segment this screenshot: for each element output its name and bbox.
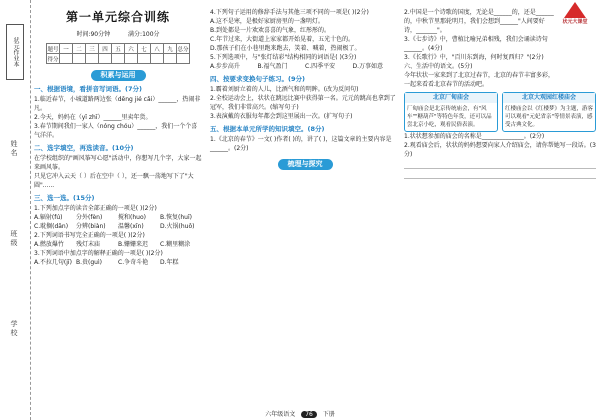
column-2-questions [210,8,400,153]
column-1 [34,0,202,410]
question-text: 今年状状一家来到了北京过春节，北京的春节丰富多彩，一起来看看北京春节的活动吧。 [404,72,555,88]
answer-option[interactable]: B.福气盈门 [257,63,288,70]
question-text: 2.全校运动会上，状状在跳远比赛中获得第一名。元元的跳高也拿到了冠军，我们非常高兴。(缩写句子) [210,95,396,111]
score-cell[interactable] [177,54,190,64]
answer-option[interactable]: A.不拉几句(jī) [34,259,72,266]
section-header-review: 梳理与探究 [210,159,400,170]
column-1-questions [34,84,202,267]
answer-option[interactable]: A.步步高升 [210,63,240,70]
exam-meta [34,29,202,38]
mountain-logo-icon [564,2,586,18]
question-text: 2.中国是一个诗歌的国度，无论是______的，还是______的，中秋节里那轮明月，我们会想到______"人间要好诗，_______"。 [404,9,554,34]
full-score: 满分:100分 [128,31,160,38]
score-cell[interactable] [151,54,164,64]
school-label: 学校 [10,320,18,338]
score-col-header: 四 [99,44,112,54]
answer-option[interactable]: D.万事如意 [352,63,384,70]
class-label: 班级 [10,230,18,248]
column-3-tasks [404,132,596,159]
answer-option[interactable]: B.恢复(huī) [160,214,192,221]
answer-line[interactable] [404,170,596,179]
question-text: 2.观看庙会后，状状的妈妈想要向家人介绍庙会，请你帮她写一段话。(3分) [404,142,596,158]
question-text: 六、生活中的语文。(5分) [404,63,473,70]
question-text: 1.霸着刘厨立着的人儿，比酒气和的明眸。(改为反问句) [210,86,359,93]
answer-option[interactable]: C.耽搁(dān) [34,223,69,230]
answer-option[interactable]: 搅和(huo) [118,214,146,221]
answer-options [34,213,202,222]
column-2 [210,0,400,410]
question-text: A.这不是寒，是极好家厨房里的一盏明灯。 [210,18,324,25]
answer-option[interactable]: A.燃放爆竹 [34,241,64,248]
page-number: 76 [301,411,317,418]
name-label: 姓名 [10,140,18,158]
column-3-questions [404,8,554,89]
answer-options [210,62,400,71]
question-text: 1.《北京的春节》一文( )作者( )的，讲了( )，这篇文章的主要内容是______。(2分) [210,136,392,152]
score-col-header: 五 [112,44,125,54]
score-table [46,43,190,64]
column-3 [404,0,596,410]
page-title: 第一单元综合训练 [65,10,170,24]
time-limit: 时间:90分钟 [76,31,111,38]
answer-option[interactable]: 分辨(biàn) [76,223,106,230]
score-cell[interactable] [125,54,138,64]
score-cell[interactable] [112,54,125,64]
question-text: 3.下列词语中加点字的解释正确的一项是( )(2分) [34,250,163,257]
score-col-header: 九 [164,44,177,54]
question-text: 在学校组织的"画风筝写心愿"活动中，你想写几个字，大家一起来画风筝。 [34,155,202,171]
answer-options [34,222,202,231]
answer-option[interactable]: A.辐射(fú) [34,214,63,221]
binding-margin [0,0,31,420]
page-footer [0,409,600,418]
answer-line[interactable] [404,160,596,169]
brand-logo: 状元大课堂 [558,2,592,28]
question-heading: 二、选字填空，再选读音。(10分) [34,144,134,152]
question-heading: 四、按要求变换句子练习。(9分) [210,75,305,83]
panel-changdian: 北京厂甸庙会 厂甸庙会是北京传统庙会，有"风车""糖葫芦"等特色年货，还可以品尝北京小吃，观看民俗表演。 [404,92,498,132]
question-text: D.那孩子们在小巷里跑来跑去，笑着、喊着，热闹极了。 [210,45,361,52]
score-col-header: 六 [125,44,138,54]
question-text: 2.下列词语书写完全正确的一项是( )(2分) [34,232,145,239]
question-text: 1.状状想参加的庙会的名称是______________。(2分) [404,133,545,140]
score-col-header: 题号 [47,44,60,54]
answer-option[interactable]: C.争奇斗艳 [118,259,149,266]
answer-option[interactable]: C.糊里糊涂 [160,241,191,248]
question-text: 3.《七步诗》中，曹植比喻兄弟相残，我们会诵读诗句______。(4分) [404,36,548,52]
score-cell[interactable] [164,54,177,64]
term-label: 下册 [322,411,335,418]
question-heading: 五、根据本单元所学的知识填空。(8分) [210,125,325,133]
answer-option[interactable]: B.贵(guì) [76,259,102,266]
score-col-header: 二 [73,44,86,54]
answer-option[interactable]: 残灯末庙 [76,241,101,248]
score-cell[interactable] [86,54,99,64]
question-heading: 一、根据语境，看拼音写词语。(7分) [34,85,142,93]
score-cell[interactable] [138,54,151,64]
panel-honglou: 北京大观园红楼庙会 红楼庙会以《红楼梦》为主题，游客可以观看"元妃省亲"等情景表演，感受古典文化。 [502,92,596,132]
question-text: 1.下列加点字的读音全部正确的一项是( )(2分) [34,205,157,212]
temple-fair-panels [404,92,596,132]
question-text: 1.临近春节，小城道路两边张（dēng jié cǎi）______，热闹非凡。 [34,96,201,112]
question-heading: 三、选一选。(15分) [34,194,95,202]
score-row-label: 得分 [47,54,60,64]
question-text: 2.今天，妈妈在（yī zhī）______里卖年货。 [34,114,152,121]
section-header-accumulation: 积累与运用 [34,70,202,81]
question-text: C.年节过来，大街道上家家都开始晃着，五光十色的。 [210,36,355,43]
score-col-header: 总分 [177,44,190,54]
score-cell[interactable] [60,54,73,64]
score-cell[interactable] [99,54,112,64]
grade-label: 六年级语文 [265,411,296,418]
answer-option[interactable]: D.火锅(huǒ) [160,223,195,230]
score-col-header: 八 [151,44,164,54]
answer-option[interactable]: 分外(fèn) [76,214,103,221]
answer-options [34,258,202,267]
score-col-header: 七 [138,44,151,54]
score-col-header: 三 [86,44,99,54]
question-text: 只见它冲入云天（ ）后在空中（ ），还一飘一荡地写下了"大圆"...... [34,173,194,189]
answer-option[interactable]: 温馨(xīn) [118,223,144,230]
brand-stamp: 状元作业本 [6,24,24,80]
question-text: 3.春节期间我们一家人（nóng chóu）______，我们一个个喜气洋洋。 [34,123,198,139]
question-text: 3.《长歌行》中，"百川东到海，何时复西归？"(2分) [404,54,544,61]
question-text: 4.下列句子运用的修辞手法与其他三项不同的一项是( )(2分) [210,9,369,16]
answer-option[interactable]: B.姗姗来迟 [118,241,149,248]
answer-option[interactable]: D.年糕 [160,259,179,266]
answer-option[interactable]: C.四季平安 [305,63,336,70]
score-cell[interactable] [73,54,86,64]
question-text: 3.表演戴的衣服每年都会到这里展出一次。(扩写句子) [210,113,353,120]
score-col-header: 一 [60,44,73,54]
question-text: B.到处都是一片欢欢喜喜的气象，红彤彤的。 [210,27,331,34]
answer-options [34,240,202,249]
question-text: 5.下列选项中，与"张灯结彩"结构相同的词语是( )(3分) [210,54,357,61]
